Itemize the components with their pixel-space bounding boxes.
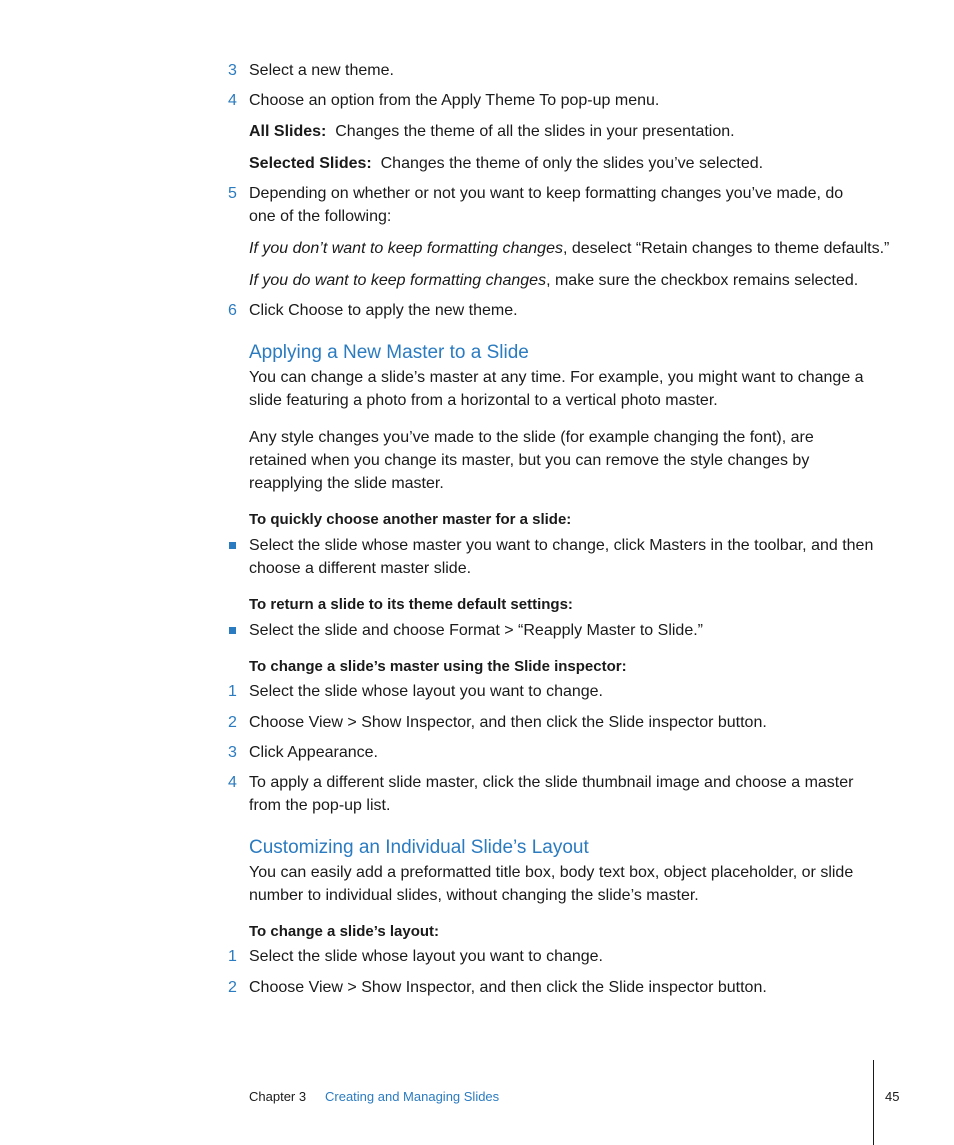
- step-text: Choose View > Show Inspector, and then click the Slide inspector button.: [249, 979, 767, 996]
- task-heading: To quickly choose another master for a slide:: [249, 511, 572, 528]
- option-desc: Changes the theme of all the slides in your presentation.: [335, 123, 735, 140]
- footer-divider: [873, 1060, 874, 1145]
- step-text: Select the slide whose layout you want to change.: [249, 683, 603, 700]
- footer-chapter-title: Creating and Managing Slides: [325, 1089, 500, 1104]
- step-number: 2: [228, 979, 237, 996]
- step-number: 2: [228, 714, 237, 731]
- option-all-slides: [249, 120, 874, 143]
- step-number: 1: [228, 948, 237, 965]
- paragraph: You can easily add a preformatted title box, body text box, object placeholder, or slide number to individual slides, without changing the slide’s master.: [249, 864, 854, 904]
- case-lead: If you don’t want to keep formatting changes: [249, 240, 563, 257]
- step-text: Click Choose to apply the new theme.: [249, 302, 518, 319]
- case-rest: , make sure the checkbox remains selected.: [546, 272, 859, 289]
- step-number: 5: [228, 185, 237, 202]
- footer-chapter: Chapter 3: [249, 1089, 307, 1104]
- option-term: All Slides:: [249, 123, 327, 140]
- page-number: 45: [885, 1089, 900, 1104]
- task-heading: To return a slide to its theme default settings:: [249, 596, 573, 613]
- section-heading: Customizing an Individual Slide’s Layout: [249, 837, 589, 858]
- step-text: Depending on whether or not you want to keep formatting changes you’ve made, do one of the following:: [249, 185, 844, 225]
- case-rest: , deselect “Retain changes to theme defaults.”: [562, 240, 890, 257]
- task-heading: To change a slide’s master using the Slide inspector:: [249, 658, 627, 675]
- case-dont-keep: [249, 237, 890, 260]
- step-number: 4: [228, 774, 237, 791]
- option-selected-slides: [249, 152, 874, 175]
- task-heading: To change a slide’s layout:: [249, 923, 440, 940]
- step-text: Click Appearance.: [249, 744, 378, 761]
- case-lead: If you do want to keep formatting changes: [249, 272, 547, 289]
- paragraph: You can change a slide’s master at any time. For example, you might want to change a slide featuring a photo from a horizontal to a vertical photo master.: [249, 369, 864, 409]
- case-keep: [249, 269, 874, 292]
- option-term: Selected Slides:: [249, 155, 372, 172]
- step-number: 3: [228, 744, 237, 761]
- step-text: To apply a different slide master, click the slide thumbnail image and choose a master from the pop-up list.: [249, 774, 854, 814]
- step-text: Select the slide whose layout you want to change.: [249, 948, 603, 965]
- step-number: 4: [228, 92, 237, 109]
- step-number: 3: [228, 62, 237, 79]
- bullet-icon: [229, 627, 236, 634]
- option-desc: Changes the theme of only the slides you’ve selected.: [380, 155, 764, 172]
- bullet-icon: [229, 542, 236, 549]
- section-heading: Applying a New Master to a Slide: [249, 342, 529, 363]
- step-text: Select a new theme.: [249, 62, 394, 79]
- step-text: Choose View > Show Inspector, and then click the Slide inspector button.: [249, 714, 767, 731]
- bullet-text: Select the slide whose master you want to change, click Masters in the toolbar, and then choose a different master slide.: [249, 537, 874, 577]
- paragraph: Any style changes you’ve made to the slide (for example changing the font), are retained when you change its master, but you can remove the style changes by reapplying the slide master.: [249, 429, 814, 492]
- step-text: Choose an option from the Apply Theme To pop-up menu.: [249, 92, 660, 109]
- step-number: 1: [228, 683, 237, 700]
- bullet-text: Select the slide and choose Format > “Reapply Master to Slide.”: [249, 622, 703, 639]
- step-number: 6: [228, 302, 237, 319]
